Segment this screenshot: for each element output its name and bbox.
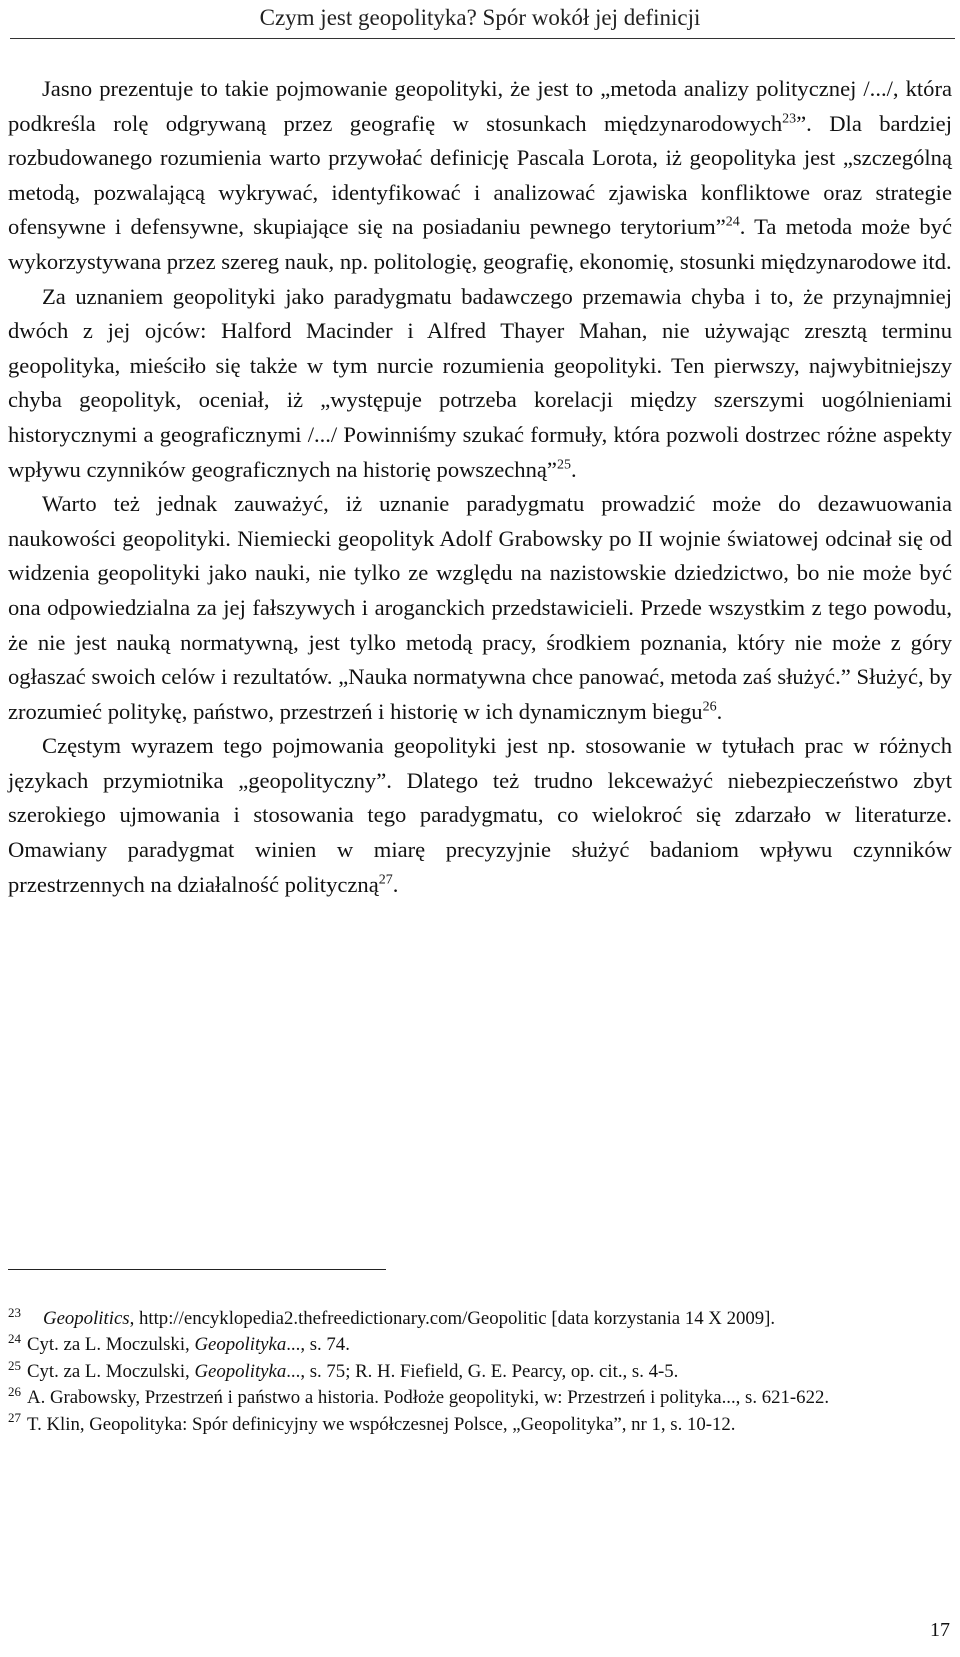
paragraph-4-text-a: Częstym wyrazem tego pojmowania geopolityki jest np. stosowanie w tytułach prac w różnych językach przymiotnika „geopolityczny”. Dlatego też trudno lekceważyć niebezpieczeństwo zbyt szerokiego ujmowania i stosowania tego paradygmatu, co wielokroć się zdarzało w literaturze. Omawiany paradygmat winien w miarę precyzyjnie służyć badaniom wpływu czynników przestrzennych na działalność polityczną — [8, 733, 952, 897]
paragraph-1-text-c: . Ta metoda może być wykorzystywana przez szereg nauk, np. politologię, geografię, ekonomię, stosunki międzynarodowe itd. — [8, 214, 952, 274]
paragraph-2-text-a: Za uznaniem geopolityki jako paradygmatu badawczego przemawia chyba i to, że przynajmniej dwóch z jej ojców: Halford Macinder i Alfred Thayer Mahan, nie używając zresztą terminu geopolityka, mieściło się także w tym nurcie rozumienia geopolityki. Ten pierwszy, najwybitniejszy chyba geopolityk, oceniał, iż „występuje potrzeba korelacji między szerszymi uogólnieniami historycznymi a geograficznymi /.../ Powinniśmy szukać formuły, która pozwoli dostrzec różne aspekty wpływu czynników geograficznych na historię powszechną” — [8, 283, 952, 482]
footnote-text: ..., s. 74. — [286, 1334, 350, 1356]
paragraph-2 — [8, 280, 952, 488]
footnote-text: ..., s. 75; R. H. Fiefield, G. E. Pearcy, op. cit., s. 4-5. — [286, 1360, 679, 1382]
footnote-italic: Geopolityka — [194, 1360, 287, 1382]
footnote-26 — [8, 1385, 952, 1411]
footnote-ref-25[interactable]: 25 — [556, 457, 571, 472]
footnote-italic: Geopolitics — [43, 1308, 130, 1329]
footnote-text: A. Grabowsky, Przestrzeń i państwo a historia. Podłoże geopolityki, w: Przestrzeń i polityka..., s. 621-622. — [27, 1387, 830, 1409]
footnote-24 — [8, 1332, 952, 1358]
footnote-ref-27[interactable]: 27 — [378, 872, 393, 888]
footnote-ref-24[interactable]: 24 — [725, 214, 740, 230]
paragraph-1-text-b: ”. Dla bardziej rozbudowanego rozumienia warto przywołać definicję Pascala Lorota, iż geopolityka jest „szczególną metodą, pozwalającą wykrywać, identyfikować i analizować zjawiska konfliktowe oraz strategie ofensywne i defensywne, skupiające się na posiadaniu pewnego terytorium” — [8, 110, 952, 240]
footnote-italic: Geopolityka — [194, 1334, 287, 1356]
page-number: 17 — [930, 1619, 950, 1641]
paragraph-3-text-a: Warto też jednak zauważyć, iż uznanie paradygmatu prowadzić może do dezawuowania naukowości geopolityki. Niemiecki geopolityk Adolf Grabowsky po II wojnie światowej odcinał się od widzenia geopolityki jako nauki, nie tylko ze względu na nazistowskie dziedzictwo, bo nie może być ona odpowiedzialna za jej fałszywych i aroganckich przedstawicieli. Przede wszystkim z tego powodu, że nie jest nauką normatywną, jest tylko metodą pracy, środkiem poznania, który nie może z góry ogłaszać swoich celów i rezultatów. „Nauka normatywna chce panować, metoda zaś służyć.” Służyć, by zrozumieć politykę, państwo, przestrzeń i historię w ich dynamicznym biegu — [8, 491, 952, 724]
footnote-separator — [8, 1269, 386, 1270]
paragraph-1 — [8, 72, 952, 280]
running-header: Czym jest geopolityka? Spór wokół jej definicji — [259, 5, 701, 30]
paragraph-2-text-b: . — [570, 456, 577, 482]
footnote-text-pre: Cyt. za L. Moczulski, — [27, 1360, 195, 1382]
footnote-text-pre: Cyt. za L. Moczulski, — [27, 1334, 195, 1356]
footnote-number: 24 — [8, 1331, 21, 1347]
footnote-text: T. Klin, Geopolityka: Spór definicyjny we współczesnej Polsce, „Geopolityka”, nr 1, s. 10-12. — [27, 1413, 736, 1435]
header-divider — [10, 38, 955, 39]
footnotes — [8, 1306, 952, 1438]
paragraph-4 — [8, 729, 952, 902]
footnote-number: 27 — [8, 1410, 21, 1426]
footnote-27 — [8, 1412, 952, 1438]
body-text — [8, 72, 952, 902]
footnote-number: 23 — [8, 1304, 21, 1320]
footnote-ref-26[interactable]: 26 — [702, 699, 717, 715]
paragraph-3-text-b: . — [716, 698, 723, 724]
footnote-ref-23[interactable]: 23 — [782, 111, 797, 127]
footnote-number: 26 — [8, 1383, 21, 1399]
paragraph-4-text-b: . — [392, 871, 399, 897]
paragraph-3 — [8, 487, 952, 729]
footnote-25 — [8, 1359, 952, 1385]
footnote-text: , http://encyklopedia2.thefreedictionary.com/Geopolitic [data korzystania 14 X 2009]. — [129, 1308, 776, 1329]
footnote-23 — [8, 1306, 952, 1332]
paragraph-1-text-a: Jasno prezentuje to takie pojmowanie geopolityki, że jest to „metoda analizy politycznej /.../, która podkreśla rolę odgrywaną przez geografię w stosunkach międzynarodowych — [8, 76, 952, 136]
footnote-number: 25 — [8, 1357, 21, 1373]
